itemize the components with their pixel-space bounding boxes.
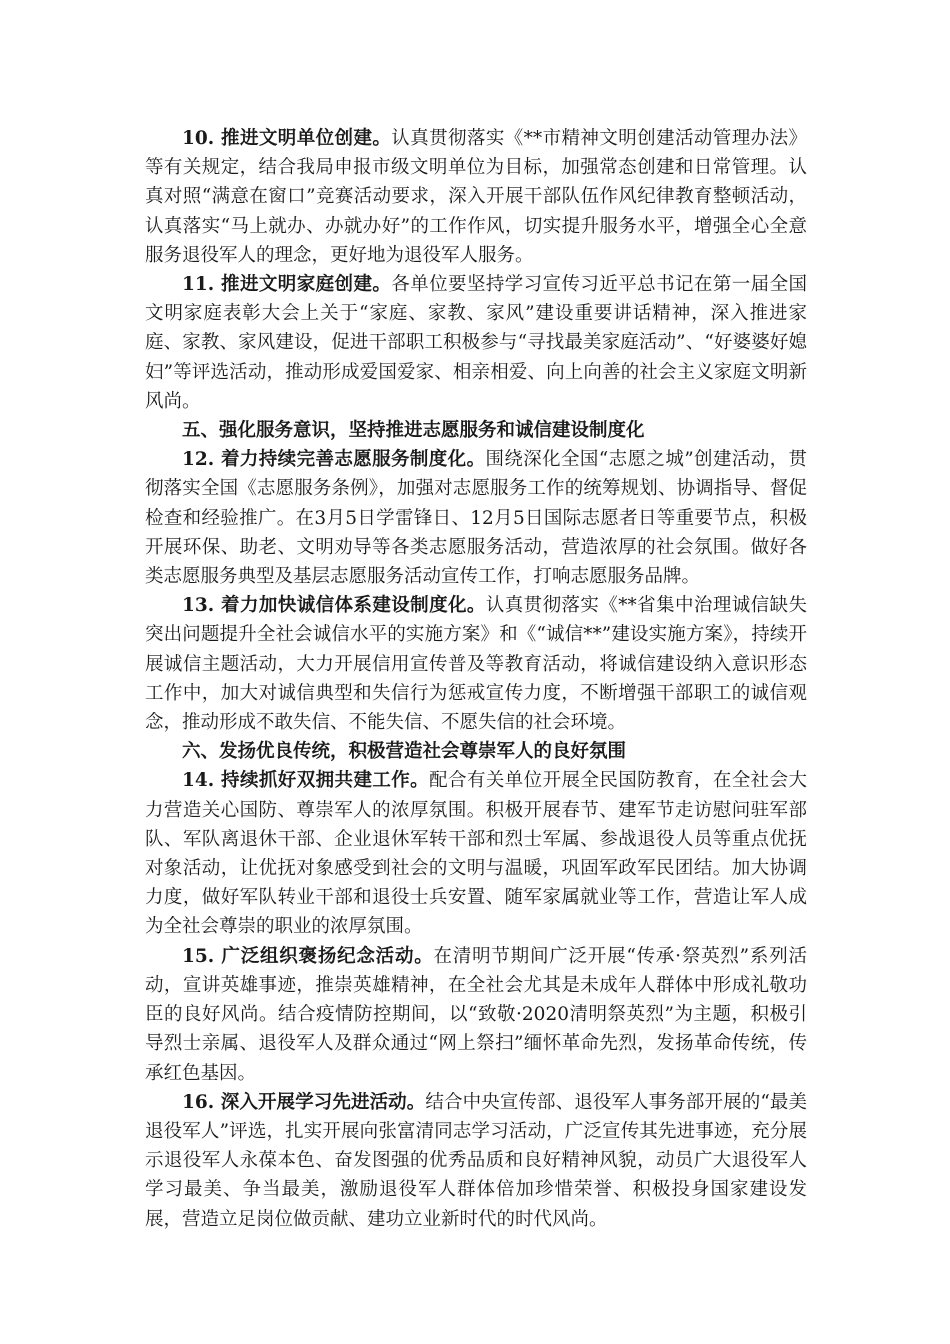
- paragraph-11-body: 各单位要坚持学习宣传习近平总书记在第一届全国文明家庭表彰大会上关于“家庭、家教、家风”建设重要讲话精神，深入推进家庭、家教、家风建设，促进干部职工积极参与“寻找最美家庭活动”、“好婆婆好媳妇”等评选活动，推动形成爱国爱家、相亲相爱、向上向善的社会主义家庭文明新风尚。: [145, 274, 807, 412]
- paragraph-14-lead: 14. 持续抓好双拥共建工作。: [182, 770, 430, 792]
- paragraph-13: [145, 591, 807, 737]
- paragraph-12-lead: 12. 着力持续完善志愿服务制度化。: [182, 449, 486, 471]
- paragraph-10-lead: 10. 推进文明单位创建。: [182, 128, 392, 149]
- paragraph-10-body: 认真贯彻落实《**市精神文明创建活动管理办法》等有关规定，结合我局申报市级文明单位为目标，加强常态创建和日常管理。认真对照“满意在窗口”竞赛活动要求，深入开展干部队伍作风纪律教育整顿活动，认真落实“马上就办、办就办好”的工作作风，切实提升服务水平，增强全心全意服务退役军人的理念，更好地为退役军人服务。: [145, 128, 807, 266]
- paragraph-16-lead: 16. 深入开展学习先进活动。: [182, 1091, 426, 1113]
- paragraph-12: [145, 445, 807, 591]
- section-heading-5: 五、强化服务意识，坚持推进志愿服务和诚信建设制度化: [182, 420, 645, 442]
- paragraph-15-lead: 15. 广泛组织褒扬纪念活动。: [182, 945, 434, 967]
- section-heading-6: 六、发扬优良传统，积极营造社会尊崇军人的良好氛围: [182, 741, 627, 763]
- paragraph-10: [145, 124, 807, 270]
- paragraph-12-body: 围绕深化全国“志愿之城”创建活动，贯彻落实全国《志愿服务条例》，加强对志愿服务工作的统筹规划、协调指导、督促检查和经验推广。在3月5日学雷锋日、12月5日国际志愿者日等重要节点，积极开展环保、助老、文明劝导等各类志愿服务活动，营造浓厚的社会氛围。做好各类志愿服务典型及基层志愿服务活动宣传工作，打响志愿服务品牌。: [145, 449, 807, 588]
- paragraph-11-lead: 11. 推进文明家庭创建。: [182, 274, 392, 296]
- paragraph-16: [145, 1088, 807, 1234]
- paragraph-11: [145, 270, 807, 416]
- paragraph-13-lead: 13. 着力加快诚信体系建设制度化。: [182, 595, 486, 617]
- paragraph-16-body: 结合中央宣传部、退役军人事务部开展的“最美退役军人”评选，扎实开展向张富清同志学习活动，广泛宣传其先进事迹，充分展示退役军人永葆本色、奋发图强的优秀品质和良好精神风貌，动员广大退役军人学习最美、争当最美，激励退役军人群体倍加珍惜荣誉、积极投身国家建设发展，营造立足岗位做贡献、建功立业新时代的时代风尚。: [145, 1091, 807, 1230]
- paragraph-15: [145, 942, 807, 1088]
- paragraph-13-body: 认真贯彻落实《**省集中治理诚信缺失突出问题提升全社会诚信水平的实施方案》和《“诚信**”建设实施方案》，持续开展诚信主题活动，大力开展信用宣传普及等教育活动，将诚信建设纳入意识形态工作中，加大对诚信典型和失信行为惩戒宣传力度，不断增强干部职工的诚信观念，推动形成不敢失信、不能失信、不愿失信的社会环境。: [145, 595, 807, 734]
- paragraph-14-body: 配合有关单位开展全民国防教育，在全社会大力营造关心国防、尊崇军人的浓厚氛围。积极开展春节、建军节走访慰问驻军部队、军队离退休干部、企业退休军转干部和烈士军属、参战退役人员等重点优抚对象活动，让优抚对象感受到社会的文明与温暖，巩固军政军民团结。加大协调力度，做好军队转业干部和退役士兵安置、随军家属就业等工作，营造让军人成为全社会尊崇的职业的浓厚氛围。: [145, 770, 807, 938]
- paragraph-15-body: 在清明节期间广泛开展“传承·祭英烈”系列活动，宣讲英雄事迹，推崇英雄精神，在全社会尤其是未成年人群体中形成礼敬功臣的良好风尚。结合疫情防控期间，以“致敬·2020清明祭英烈”为主题，积极引导烈士亲属、退役军人及群众通过“网上祭扫”缅怀革命先烈，发扬革命传统，传承红色基因。: [145, 945, 807, 1084]
- document-page: [145, 124, 807, 1234]
- paragraph-14: [145, 766, 807, 941]
